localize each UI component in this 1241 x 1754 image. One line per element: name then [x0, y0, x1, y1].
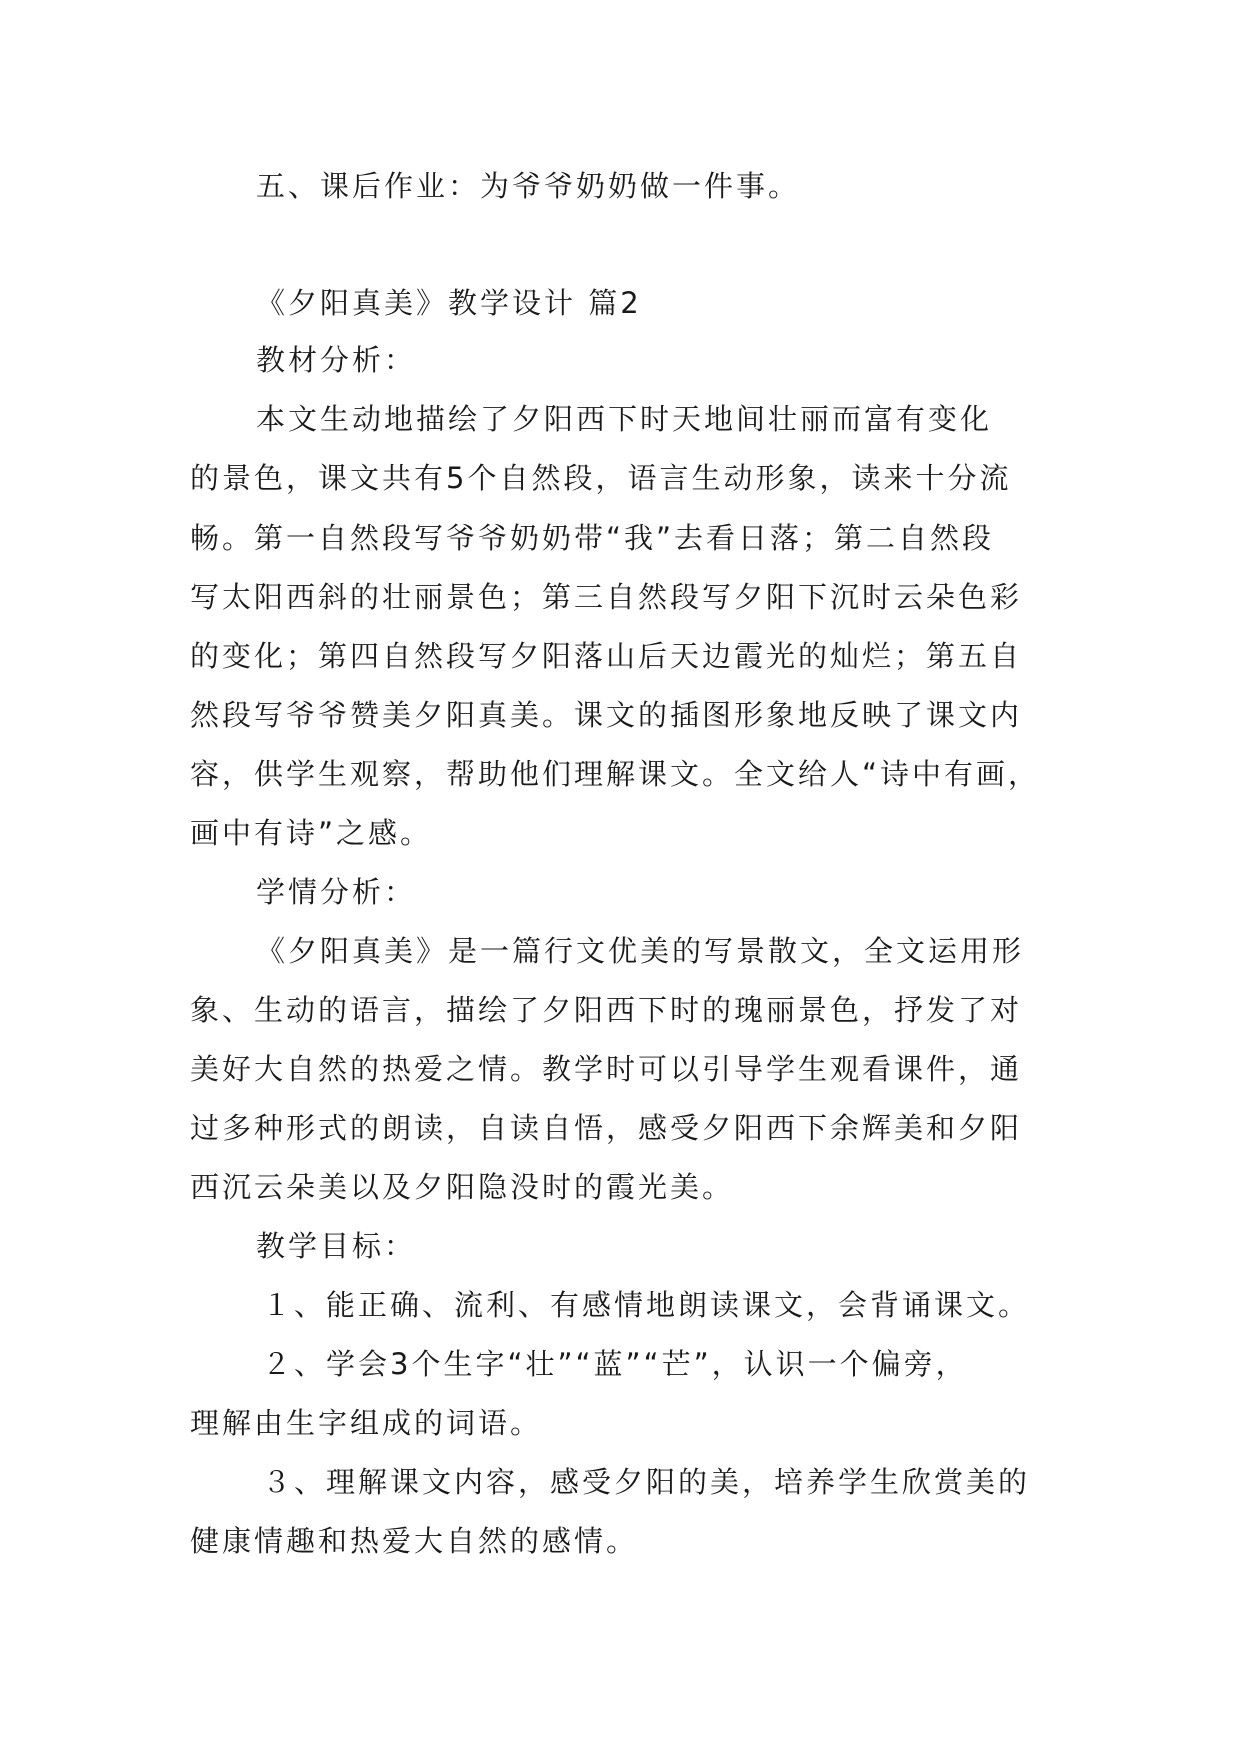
goal-item: ３、理解课文内容，感受夕阳的美，培养学生欣赏美的 — [262, 1465, 1031, 1499]
goals-heading: 教学目标： — [256, 1229, 417, 1263]
paragraph-line: 象、生动的语言，描绘了夕阳西下时的瑰丽景色，抒发了对 — [190, 993, 1023, 1027]
students-heading: 学情分析： — [256, 875, 417, 909]
goal-item: １、能正确、流利、有感情地朗读课文，会背诵课文。 — [262, 1288, 1031, 1322]
goal-item-continued: 理解由生字组成的词语。 — [190, 1406, 543, 1440]
material-heading: 教材分析： — [256, 343, 417, 377]
paragraph-line: 过多种形式的朗读，自读自悟，感受夕阳西下余辉美和夕阳 — [190, 1111, 1023, 1145]
homework-line: 五、课后作业：为爷爷奶奶做一件事。 — [256, 169, 801, 203]
paragraph-line: 的景色，课文共有5个自然段，语言生动形象，读来十分流 — [190, 461, 1012, 495]
goal-item: ２、学会3个生字“壮”“蓝”“芒”，认识一个偏旁， — [262, 1347, 968, 1381]
paragraph-line: 畅。第一自然段写爷爷奶奶带“我”去看日落；第二自然段 — [190, 521, 995, 555]
paragraph-line: 美好大自然的热爱之情。教学时可以引导学生观看课件，通 — [190, 1052, 1023, 1086]
paragraph-line: 本文生动地描绘了夕阳西下时天地间壮丽而富有变化 — [256, 402, 993, 436]
section-title: 《夕阳真美》教学设计 篇2 — [256, 286, 642, 320]
paragraph-line: 西沉云朵美以及夕阳隐没时的霞光美。 — [190, 1170, 735, 1204]
paragraph-line: 然段写爷爷赞美夕阳真美。课文的插图形象地反映了课文内 — [190, 698, 1023, 732]
paragraph-line: 《夕阳真美》是一篇行文优美的写景散文，全文运用形 — [256, 934, 1025, 968]
goal-item-continued: 健康情趣和热爱大自然的感情。 — [190, 1524, 639, 1558]
paragraph-line: 写太阳西斜的壮丽景色；第三自然段写夕阳下沉时云朵色彩 — [190, 580, 1023, 614]
paragraph-line: 的变化；第四自然段写夕阳落山后天边霞光的灿烂；第五自 — [190, 639, 1023, 673]
paragraph-line: 画中有诗”之感。 — [190, 816, 433, 850]
paragraph-line: 容，供学生观察，帮助他们理解课文。全文给人“诗中有画， — [190, 757, 1041, 791]
